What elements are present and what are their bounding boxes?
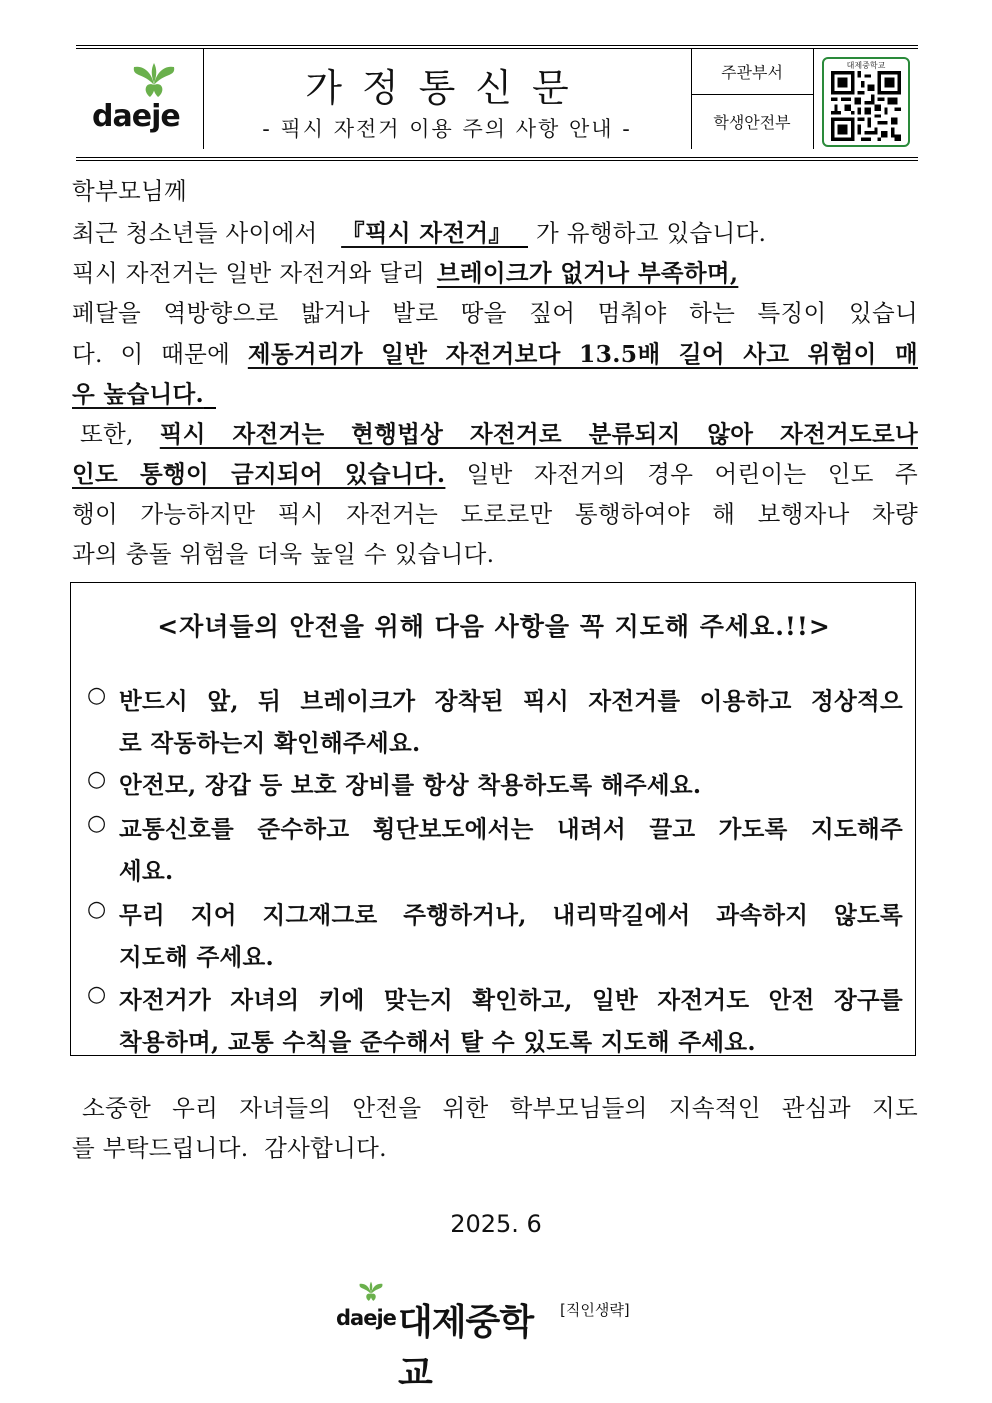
bullet-icon: ○ [87, 982, 107, 1007]
list-item: 자전거가 자녀의 키에 맞는지 확인하고, 일반 자전거도 안전 장구를 [119, 986, 903, 1014]
logo-cell [76, 49, 204, 149]
list-item: 안전모, 장갑 등 보호 장비를 항상 착용하도록 해주세요. [119, 771, 702, 799]
paragraph-line: 과의 충돌 위험을 더욱 높일 수 있습니다. [72, 540, 495, 568]
qr-cell [813, 49, 918, 149]
bullet-icon: ○ [87, 897, 107, 922]
list-item: 무리 지어 지그재그로 주행하거나, 내리막길에서 과속하지 않도록 [119, 901, 903, 929]
greeting: 학부모님께 [72, 177, 188, 205]
dept-label: 주관부서 [721, 63, 783, 82]
seal-omitted: [직인생략] [560, 1301, 630, 1319]
text-segment: 소중한 우리 자녀들의 안전을 위한 학부모님들의 지속적인 관심과 지도 [82, 1094, 918, 1122]
highlight-text: 픽시 자전거는 현행법상 자전거로 분류되지 않아 자전거도로나 [159, 420, 918, 448]
page-title: 가정통신문 [305, 66, 589, 110]
paragraph-line: 행이 가능하지만 픽시 자전거는 도로로만 통행하여야 해 보행자나 차량 [72, 500, 918, 528]
page-subtitle: - 픽시 자전거 이용 주의 사항 안내 - [262, 117, 632, 141]
box-title: <자녀들의 안전을 위해 다음 사항을 꼭 지도해 주세요.!!> [157, 612, 831, 641]
text-segment: 일반 자전거의 경우 어린이는 인도 주 [466, 460, 918, 488]
text-segment: 또한, [80, 420, 134, 448]
list-item-cont: 로 작동하는지 확인해주세요. [119, 729, 421, 757]
paragraph-line [72, 334, 918, 374]
paragraph-line [72, 253, 918, 293]
text-segment: 최근 청소년들 사이에서 [72, 219, 318, 247]
list-item-cont: 착용하며, 교통 수칙을 준수해서 탈 수 있도록 지도해 주세요. [119, 1028, 756, 1056]
highlight-text: 우 높습니다. [72, 380, 204, 408]
highlight-text: 브레이크가 없거나 부족하며, [436, 259, 739, 287]
paragraph-line [72, 213, 918, 253]
bullet-icon: ○ [87, 767, 107, 792]
title-cell [203, 49, 692, 149]
list-item-cont: 지도해 주세요. [119, 943, 274, 971]
dept-value: 학생안전부 [713, 113, 791, 132]
date: 2025. 6 [450, 1210, 542, 1238]
ginkgo-leaf-icon [354, 1280, 388, 1306]
school-logo [88, 63, 192, 141]
paragraph-line [72, 454, 918, 494]
footer-logo-text: daeje [336, 1306, 396, 1330]
ginkgo-leaf-icon [124, 63, 184, 103]
qr-caption: 대제중학교 [846, 61, 886, 70]
header [76, 45, 918, 161]
dept-cell [691, 49, 814, 149]
school-name: 대제중학교 [398, 1302, 534, 1394]
text-segment: 픽시 자전거는 일반 자전거와 달리 [72, 259, 426, 287]
paragraph-line [72, 414, 918, 454]
bullet-icon: ○ [87, 811, 107, 836]
bullet-icon: ○ [87, 683, 107, 708]
closing-line: 를 부탁드립니다. 감사합니다. [72, 1134, 387, 1162]
highlight-text: 제동거리가 일반 자전거보다 13.5배 길어 사고 위험이 매 [247, 340, 918, 368]
highlight-text: 『픽시 자전거』 [341, 219, 513, 247]
highlight-text: 인도 통행이 금지되어 있습니다. [72, 460, 446, 488]
list-item-cont: 세요. [119, 857, 174, 885]
guidance-box [70, 582, 916, 1056]
text-segment: 다. 이 때문에 [72, 340, 231, 368]
qr-code-icon [830, 71, 902, 141]
qr-code[interactable] [822, 57, 910, 147]
text-segment: 가 유행하고 있습니다. [536, 219, 767, 247]
paragraph-line [72, 374, 918, 414]
closing-line [72, 1088, 918, 1128]
footer-logo [336, 1280, 566, 1394]
paragraph-line: 페달을 역방향으로 밟거나 발로 땅을 짚어 멈춰야 하는 특징이 있습니 [72, 299, 918, 327]
list-item: 반드시 앞, 뒤 브레이크가 장착된 픽시 자전거를 이용하고 정상적으 [119, 687, 903, 715]
list-item: 교통신호를 준수하고 횡단보도에서는 내려서 끌고 가도록 지도해주 [119, 815, 903, 843]
logo-text: daeje [92, 99, 180, 134]
